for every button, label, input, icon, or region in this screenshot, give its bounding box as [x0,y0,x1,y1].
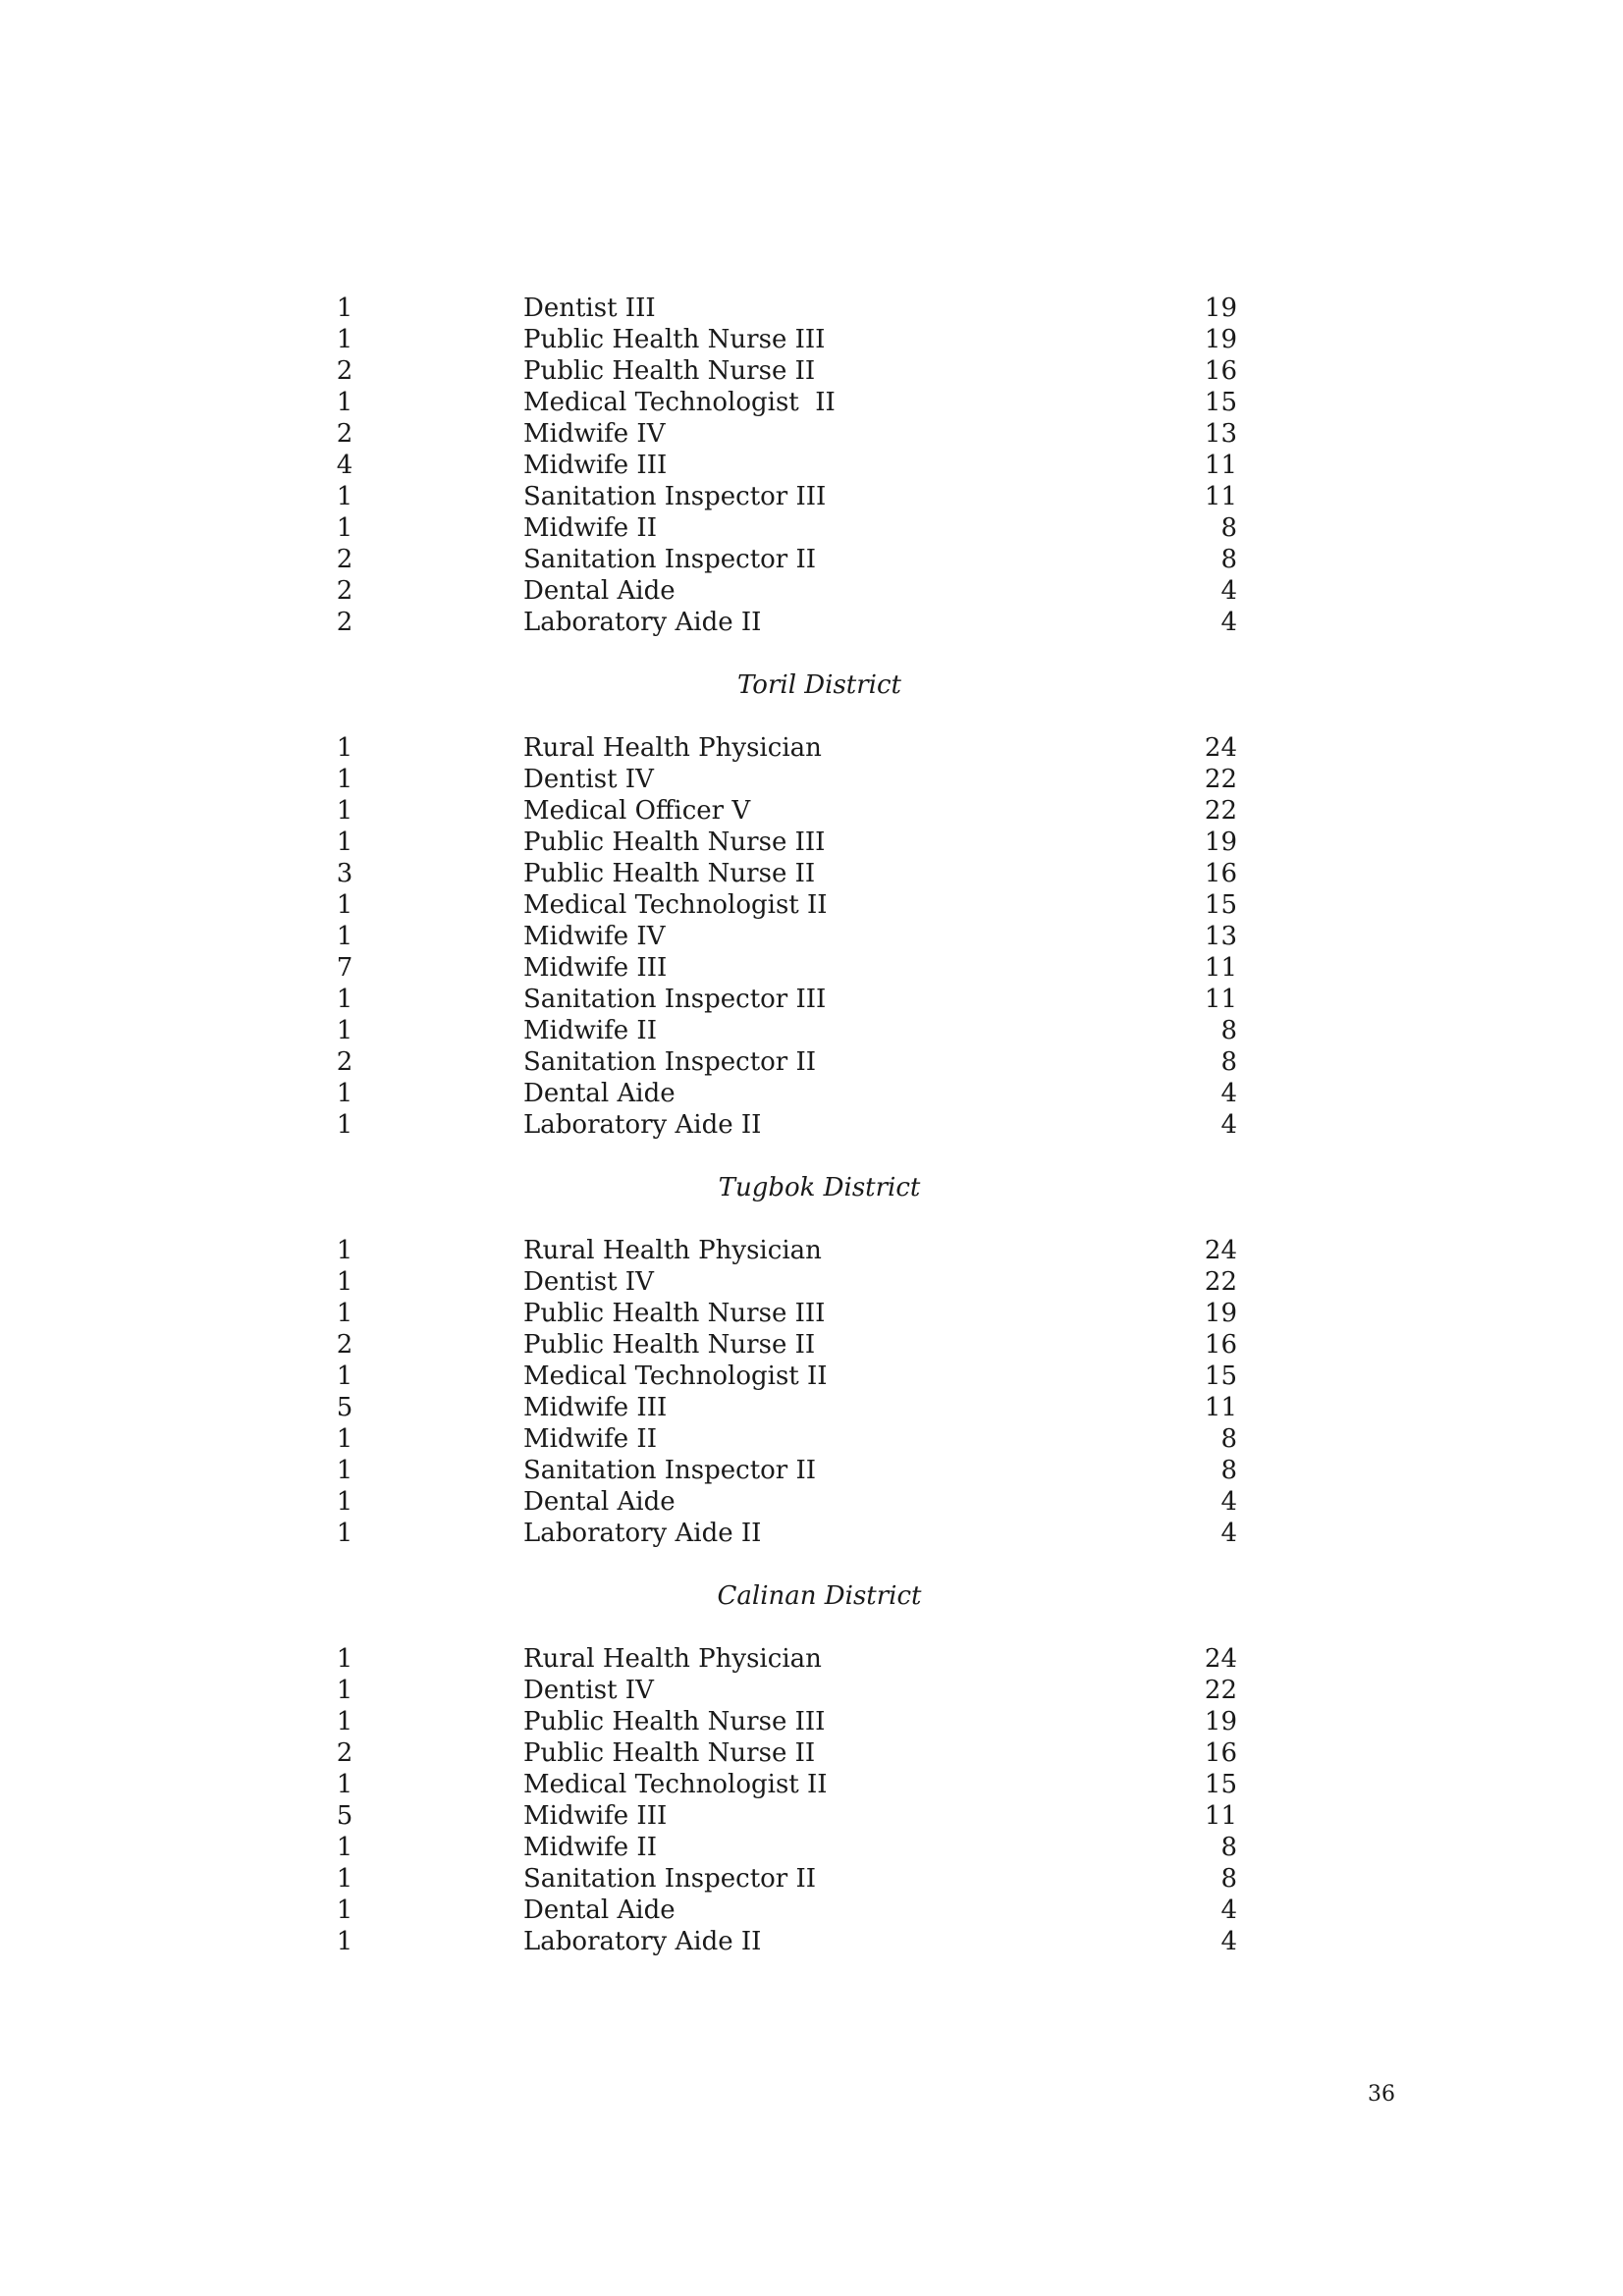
quantity: 1 [336,1487,353,1517]
position-title: Sanitation Inspector II [523,545,817,574]
salary-grade: 8 [1220,1424,1237,1454]
quantity: 1 [336,513,353,543]
quantity: 1 [336,1864,353,1894]
quantity: 5 [336,1801,353,1831]
quantity: 1 [336,1236,353,1265]
table-row [0,1800,1623,1832]
position-title: Public Health Nurse III [523,828,826,857]
table-row [0,1455,1623,1486]
position-title: Laboratory Aide II [523,1519,762,1548]
page-number: 36 [1368,2082,1395,2107]
position-title: Medical Technologist II [523,1770,828,1799]
table-row [0,512,1623,544]
position-title: Rural Health Physician [523,1644,822,1674]
quantity: 1 [336,1016,353,1045]
quantity: 1 [336,294,353,323]
table-row [0,795,1623,827]
position-title: Dental Aide [523,1079,676,1108]
table-row [0,921,1623,952]
table-row [0,1675,1623,1706]
salary-grade: 24 [1204,1644,1237,1674]
quantity: 2 [336,576,353,606]
table-row [0,1926,1623,1957]
quantity: 1 [336,1676,353,1705]
quantity: 1 [336,388,353,417]
position-title: Dentist IV [523,1676,654,1705]
quantity: 2 [336,1738,353,1768]
salary-grade: 11 [1204,1393,1237,1422]
salary-grade: 11 [1204,953,1237,983]
quantity: 1 [336,985,353,1014]
salary-grade: 22 [1204,1676,1237,1705]
salary-grade: 4 [1220,1110,1237,1140]
position-title: Laboratory Aide II [523,608,762,637]
salary-grade: 4 [1220,1079,1237,1108]
salary-grade: 11 [1204,985,1237,1014]
position-title: Midwife II [523,1833,657,1862]
position-title: Sanitation Inspector II [523,1456,817,1485]
position-title: Medical Technologist II [523,1362,828,1391]
position-title: Midwife II [523,1424,657,1454]
position-title: Public Health Nurse II [523,1738,816,1768]
position-title: Dental Aide [523,1896,676,1925]
table-row [0,1078,1623,1109]
salary-grade: 15 [1204,388,1237,417]
table-row [0,1109,1623,1141]
salary-grade: 22 [1204,796,1237,826]
table-row [0,544,1623,575]
quantity: 1 [336,1424,353,1454]
position-title: Public Health Nurse II [523,859,816,888]
quantity: 1 [336,482,353,511]
salary-grade: 4 [1220,608,1237,637]
table-row [0,858,1623,889]
salary-grade: 11 [1204,1801,1237,1831]
quantity: 1 [336,922,353,951]
salary-grade: 15 [1204,1770,1237,1799]
salary-grade: 15 [1204,890,1237,920]
table-row [0,1266,1623,1298]
salary-grade: 8 [1220,1864,1237,1894]
table-row [0,1643,1623,1675]
table-row [0,293,1623,324]
quantity: 1 [336,1267,353,1297]
position-title: Medical Technologist II [523,388,836,417]
section-toril-district [0,732,1623,1141]
position-title: Sanitation Inspector II [523,1864,817,1894]
table-row [0,1486,1623,1518]
table-row [0,418,1623,450]
table-row [0,889,1623,921]
table-row [0,1329,1623,1361]
quantity: 1 [336,1833,353,1862]
table-row [0,575,1623,607]
position-title: Laboratory Aide II [523,1110,762,1140]
salary-grade: 8 [1220,513,1237,543]
position-title: Public Health Nurse II [523,356,816,386]
quantity: 1 [336,1644,353,1674]
position-title: Medical Officer V [523,796,751,826]
table-row [0,1298,1623,1329]
table-row [0,1832,1623,1863]
quantity: 2 [336,419,353,449]
table-row [0,1518,1623,1549]
salary-grade: 16 [1204,859,1237,888]
table-row [0,1706,1623,1737]
quantity: 2 [336,1330,353,1360]
position-title: Midwife IV [523,922,666,951]
quantity: 1 [336,828,353,857]
salary-grade: 19 [1204,1299,1237,1328]
salary-grade: 13 [1204,419,1237,449]
salary-grade: 8 [1220,1456,1237,1485]
position-title: Rural Health Physician [523,1236,822,1265]
table-row [0,1235,1623,1266]
table-row [0,1046,1623,1078]
table-row [0,607,1623,638]
salary-grade: 16 [1204,1330,1237,1360]
salary-grade: 8 [1220,1047,1237,1077]
salary-grade: 24 [1204,1236,1237,1265]
position-title: Public Health Nurse III [523,1299,826,1328]
salary-grade: 4 [1220,576,1237,606]
section-tugbok-district [0,1235,1623,1549]
position-title: Midwife III [523,953,668,983]
salary-grade: 8 [1220,1833,1237,1862]
position-title: Midwife III [523,1393,668,1422]
position-title: Midwife II [523,1016,657,1045]
salary-grade: 16 [1204,356,1237,386]
quantity: 1 [336,1707,353,1736]
position-title: Midwife III [523,451,668,480]
table-row [0,732,1623,764]
quantity: 4 [336,451,353,480]
position-title: Rural Health Physician [523,733,822,763]
table-row [0,1423,1623,1455]
salary-grade: 24 [1204,733,1237,763]
position-title: Dental Aide [523,1487,676,1517]
table-row [0,324,1623,355]
salary-grade: 11 [1204,451,1237,480]
quantity: 1 [336,1110,353,1140]
quantity: 1 [336,1299,353,1328]
position-title: Public Health Nurse II [523,1330,816,1360]
section-continued [0,293,1623,638]
position-title: Midwife IV [523,419,666,449]
quantity: 2 [336,1047,353,1077]
position-title: Public Health Nurse III [523,1707,826,1736]
quantity: 1 [336,733,353,763]
salary-grade: 8 [1220,545,1237,574]
salary-grade: 4 [1220,1519,1237,1548]
quantity: 7 [336,953,353,983]
district-heading-calinan: Calinan District [717,1581,922,1611]
quantity: 1 [336,765,353,794]
table-row [0,1895,1623,1926]
salary-grade: 4 [1220,1487,1237,1517]
quantity: 1 [336,1079,353,1108]
quantity: 1 [336,890,353,920]
position-title: Sanitation Inspector III [523,985,827,1014]
quantity: 1 [336,1362,353,1391]
table-row [0,952,1623,984]
quantity: 2 [336,608,353,637]
salary-grade: 8 [1220,1016,1237,1045]
table-row [0,827,1623,858]
salary-grade: 19 [1204,294,1237,323]
quantity: 5 [336,1393,353,1422]
table-row [0,1737,1623,1769]
table-row [0,387,1623,418]
quantity: 1 [336,1770,353,1799]
position-title: Dentist IV [523,765,654,794]
quantity: 1 [336,1519,353,1548]
quantity: 2 [336,545,353,574]
salary-grade: 19 [1204,1707,1237,1736]
table-row [0,1392,1623,1423]
table-row [0,984,1623,1015]
salary-grade: 22 [1204,1267,1237,1297]
quantity: 1 [336,1456,353,1485]
salary-grade: 13 [1204,922,1237,951]
salary-grade: 4 [1220,1896,1237,1925]
salary-grade: 19 [1204,325,1237,354]
district-heading-tugbok: Tugbok District [718,1173,921,1202]
district-heading-toril: Toril District [736,670,901,700]
salary-grade: 4 [1220,1927,1237,1956]
salary-grade: 19 [1204,828,1237,857]
position-title: Laboratory Aide II [523,1927,762,1956]
quantity: 2 [336,356,353,386]
position-title: Sanitation Inspector II [523,1047,817,1077]
quantity: 1 [336,1927,353,1956]
salary-grade: 16 [1204,1738,1237,1768]
position-title: Medical Technologist II [523,890,828,920]
position-title: Dental Aide [523,576,676,606]
quantity: 1 [336,796,353,826]
position-title: Dentist III [523,294,656,323]
table-row [0,1015,1623,1046]
table-row [0,355,1623,387]
position-title: Midwife II [523,513,657,543]
table-row [0,450,1623,481]
table-row [0,1361,1623,1392]
quantity: 3 [336,859,353,888]
salary-grade: 11 [1204,482,1237,511]
salary-grade: 15 [1204,1362,1237,1391]
table-row [0,481,1623,512]
position-title: Dentist IV [523,1267,654,1297]
salary-grade: 22 [1204,765,1237,794]
table-row [0,1863,1623,1895]
quantity: 1 [336,1896,353,1925]
section-calinan-district [0,1643,1623,1957]
position-title: Public Health Nurse III [523,325,826,354]
position-title: Midwife III [523,1801,668,1831]
position-title: Sanitation Inspector III [523,482,827,511]
quantity: 1 [336,325,353,354]
table-row [0,764,1623,795]
table-row [0,1769,1623,1800]
